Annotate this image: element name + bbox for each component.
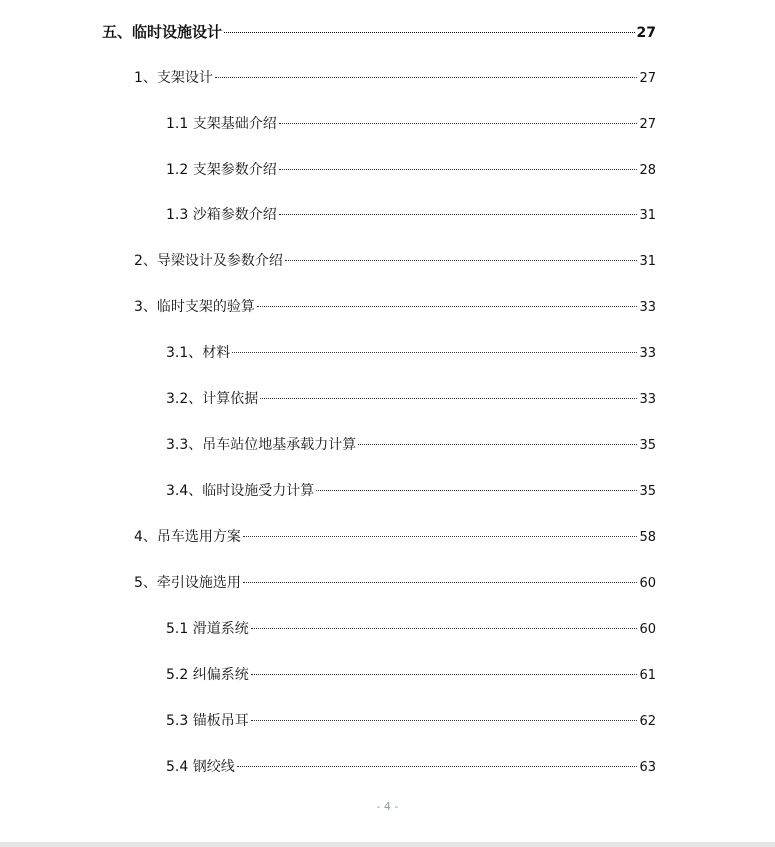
toc-dot-leader	[232, 352, 637, 353]
toc-dot-leader	[251, 674, 638, 675]
toc-dot-leader	[251, 628, 638, 629]
toc-dot-leader	[358, 444, 637, 445]
toc-entry-title: 五、临时设施设计	[102, 23, 223, 41]
toc-entry[interactable]	[166, 480, 656, 502]
toc-entry[interactable]	[166, 618, 656, 640]
toc-entry-page: 61	[639, 668, 656, 683]
toc-entry-title: 5.2 纠偏系统	[166, 667, 249, 683]
toc-entry[interactable]	[134, 67, 656, 89]
toc-entry-page: 27	[639, 71, 656, 86]
toc-entry-title: 5、牵引设施选用	[134, 575, 241, 591]
toc-entry-page: 58	[639, 530, 656, 545]
toc-entry[interactable]	[166, 113, 656, 135]
toc-entry-page: 60	[639, 622, 656, 637]
toc-entry-page: 33	[639, 300, 656, 315]
toc-entry-title: 4、吊车选用方案	[134, 529, 241, 545]
toc-dot-leader	[279, 169, 638, 170]
toc-entry-page: 35	[639, 438, 656, 453]
toc-entry-title: 5.3 锚板吊耳	[166, 713, 249, 729]
toc-entry-page: 35	[639, 484, 656, 499]
toc-entry-title: 3.1、材料	[166, 345, 231, 361]
toc-dot-leader	[285, 260, 638, 261]
toc-entry-page: 63	[639, 760, 656, 775]
toc-entry-title: 1.2 支架参数介绍	[166, 162, 277, 178]
toc-entry-page: 27	[639, 117, 656, 132]
toc-dot-leader	[279, 214, 638, 215]
toc-entry[interactable]	[166, 710, 656, 732]
toc-entry-page: 33	[639, 392, 656, 407]
toc-entry-title: 5.4 钢绞线	[166, 759, 235, 775]
toc-entry-title: 1、支架设计	[134, 70, 213, 86]
toc-entry-title: 2、导梁设计及参数介绍	[134, 253, 283, 269]
toc-dot-leader	[260, 398, 637, 399]
page-bottom-edge	[0, 842, 775, 847]
toc-dot-leader	[237, 766, 638, 767]
toc-entry-title: 1.3 沙箱参数介绍	[166, 207, 277, 223]
toc-entry-title: 3、临时支架的验算	[134, 299, 255, 315]
toc-entry[interactable]	[166, 204, 656, 226]
toc-dot-leader	[243, 582, 638, 583]
toc-entry[interactable]	[134, 526, 656, 548]
toc-entry[interactable]	[166, 664, 656, 686]
toc-entry[interactable]	[102, 21, 656, 43]
toc-dot-leader	[316, 490, 637, 491]
toc-dot-leader	[251, 720, 638, 721]
toc-entry[interactable]	[166, 388, 656, 410]
toc-dot-leader	[215, 77, 638, 78]
toc-entry-title: 5.1 滑道系统	[166, 621, 249, 637]
page-number-footer: - 4 -	[376, 800, 399, 813]
toc-dot-leader	[243, 536, 638, 537]
toc-entry-page: 28	[639, 163, 656, 178]
toc-entry-page: 31	[639, 254, 656, 269]
toc-dot-leader	[279, 123, 638, 124]
toc-entry-title: 1.1 支架基础介绍	[166, 116, 277, 132]
toc-dot-leader	[224, 32, 635, 33]
toc-entry[interactable]	[134, 296, 656, 318]
toc-entry-title: 3.4、临时设施受力计算	[166, 483, 315, 499]
toc-entry[interactable]	[134, 572, 656, 594]
toc-entry-title: 3.3、吊车站位地基承载力计算	[166, 437, 357, 453]
toc-entry[interactable]	[166, 756, 656, 778]
toc-entry[interactable]	[166, 159, 656, 181]
toc-entry-page: 31	[639, 208, 656, 223]
toc-entry-title: 3.2、计算依据	[166, 391, 259, 407]
toc-entry[interactable]	[134, 250, 656, 272]
toc-entry-page: 27	[636, 25, 656, 41]
toc-entry-page: 62	[639, 714, 656, 729]
toc-entry-page: 33	[639, 346, 656, 361]
toc-entry[interactable]	[166, 342, 656, 364]
toc-entry[interactable]	[166, 434, 656, 456]
toc-entry-page: 60	[639, 576, 656, 591]
toc-dot-leader	[257, 306, 638, 307]
